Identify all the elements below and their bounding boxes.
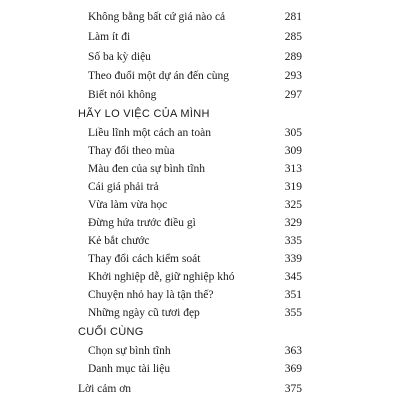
- toc-entry: [88, 178, 302, 196]
- toc-entry-title: Chuyện nhỏ hay là tận thế?: [88, 289, 214, 301]
- toc-entry-title: Danh mục tài liệu: [88, 363, 171, 375]
- toc-entry-page: 329: [284, 217, 302, 229]
- toc-entry-page: 319: [284, 181, 302, 193]
- toc-entry-page: 375: [284, 383, 302, 395]
- toc-entry: [88, 304, 302, 322]
- toc-entry-title: Lời cảm ơn: [78, 383, 132, 395]
- toc-entry-page: 289: [284, 51, 302, 63]
- toc-entry: [88, 28, 302, 46]
- toc-entry: [88, 250, 302, 268]
- toc-entry-title: Thay đổi theo mùa: [88, 145, 175, 157]
- toc-entry-title: Không bằng bất cứ giá nào cả: [88, 11, 226, 23]
- toc-entry-title: Màu đen của sự bình tĩnh: [88, 163, 206, 175]
- toc-entry-title: Biết nói không: [88, 89, 157, 101]
- toc-entry-page: 309: [284, 145, 302, 157]
- toc-entry-title: Làm ít đi: [88, 31, 131, 43]
- toc-entry-title: Những ngày cũ tươi đẹp: [88, 307, 200, 319]
- toc-entry: [88, 142, 302, 160]
- toc-entry-page: 363: [284, 345, 302, 357]
- toc-entry: [88, 214, 302, 232]
- toc-entry-page: 345: [284, 271, 302, 283]
- toc-entry: [88, 48, 302, 66]
- toc-entry-page: 297: [284, 89, 302, 101]
- toc-entry-title: Đừng hứa trước điều gì: [88, 217, 196, 229]
- toc-entry-page: 355: [284, 307, 302, 319]
- toc-entry: [88, 86, 302, 104]
- toc-entry-title: Cái giá phải trả: [88, 181, 159, 193]
- toc-entry-page: 285: [284, 31, 302, 43]
- toc-entry-title: Chọn sự bình tĩnh: [88, 345, 171, 357]
- section-heading: CUỐI CÙNG: [78, 326, 144, 338]
- toc-entry-page: 293: [284, 70, 302, 82]
- toc-entry-title: Kẻ bắt chước: [88, 235, 150, 247]
- toc-entry-title: Khởi nghiệp dễ, giữ nghiệp khó: [88, 271, 235, 283]
- toc-entry-page: 305: [284, 127, 302, 139]
- toc-entry-page: 325: [284, 199, 302, 211]
- toc-entry-title: Theo đuổi một dự án đến cùng: [88, 70, 230, 82]
- toc-entry: [88, 124, 302, 142]
- toc-entry-title: Thay đổi cách kiểm soát: [88, 253, 201, 265]
- toc-entry: [88, 67, 302, 85]
- toc-entry-page: 335: [284, 235, 302, 247]
- toc-entry-page: 281: [284, 11, 302, 23]
- toc-entry-page: 351: [284, 289, 302, 301]
- toc-entry: [88, 196, 302, 214]
- toc-entry-page: 339: [284, 253, 302, 265]
- section-heading: HÃY LO VIỆC CỦA MÌNH: [78, 108, 210, 120]
- toc-entry-title: Số ba kỳ diệu: [88, 51, 151, 63]
- toc-entry-acknowledgements: [78, 380, 302, 398]
- toc-entry-page: 369: [284, 363, 302, 375]
- toc-entry-title: Vừa làm vừa học: [88, 199, 168, 211]
- toc-entry: [88, 360, 302, 378]
- toc-entry-page: 313: [284, 163, 302, 175]
- toc-entry: [88, 232, 302, 250]
- toc-entry-title: Liều lĩnh một cách an toàn: [88, 127, 211, 139]
- toc-entry: [88, 342, 302, 360]
- toc-entry: [88, 160, 302, 178]
- toc-entry: [88, 286, 302, 304]
- toc-entry: [88, 8, 302, 26]
- toc-entry: [88, 268, 302, 286]
